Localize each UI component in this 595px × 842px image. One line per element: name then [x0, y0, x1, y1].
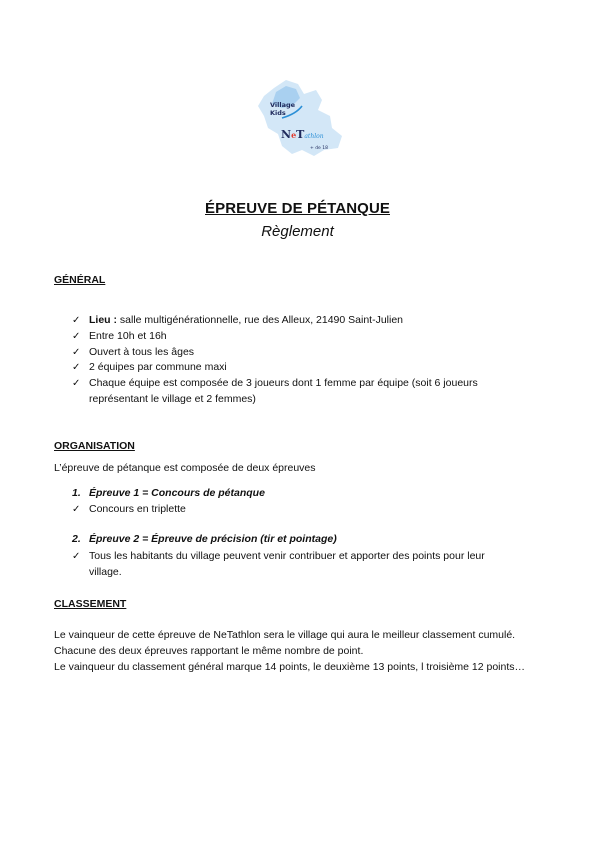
classement-heading: CLASSEMENT — [54, 598, 127, 610]
event-2-list — [72, 549, 512, 581]
general-item-hours — [72, 329, 512, 345]
event-2-heading — [72, 533, 337, 545]
classement-line-2: Chacune des deux épreuves rapportant le même nombre de point. — [54, 644, 364, 657]
event-1-title: Épreuve 1 = Concours de pétanque — [89, 487, 265, 499]
organisation-intro: L’épreuve de pétanque est composée de deux épreuves — [54, 462, 316, 474]
event-2-item — [72, 549, 512, 581]
logo-kids-text: Kids — [270, 109, 286, 117]
item-text: Tous les habitants du village peuvent venir contribuer et apporter des points pour leur village. — [89, 550, 485, 578]
classement-text — [54, 628, 544, 675]
organisation-heading: ORGANISATION — [54, 440, 135, 452]
item-text: Concours en triplette — [89, 503, 186, 515]
event-1-number: 1. — [72, 487, 81, 499]
check-icon: ✓ — [72, 504, 81, 515]
logo-graphic — [252, 76, 348, 160]
page-title: ÉPREUVE DE PÉTANQUE — [205, 200, 390, 217]
general-item-lieu — [72, 313, 512, 329]
logo-village-text: Village — [270, 101, 296, 109]
general-item-ages — [72, 345, 512, 361]
item-text: Chaque équipe est composée de 3 joueurs dont 1 femme par équipe (soit 6 joueurs représentant le village et 2 femmes) — [89, 377, 478, 405]
general-item-teams — [72, 360, 512, 376]
general-item-composition — [72, 376, 512, 408]
netathlon-logo — [252, 76, 348, 160]
event-1-item — [72, 502, 512, 518]
classement-line-1: Le vainqueur de cette épreuve de NeTathlon sera le village qui aura le meilleur classement cumulé. — [54, 629, 516, 641]
check-icon: ✓ — [72, 362, 81, 374]
item-text: 2 équipes par commune maxi — [89, 361, 227, 374]
event-1-heading — [72, 487, 265, 499]
classement-line-3: Le vainqueur du classement général marque 14 points, le deuxième 13 points, l troisième 12 points… — [54, 660, 526, 673]
item-text: Entre 10h et 16h — [89, 329, 167, 342]
event-2-number: 2. — [72, 533, 81, 545]
general-heading: GÉNÉRAL — [54, 274, 106, 286]
event-2-title: Épreuve 2 = Épreuve de précision (tir et pointage) — [89, 533, 337, 545]
check-icon: ✓ — [72, 551, 81, 562]
check-icon: ✓ — [72, 315, 81, 326]
item-text: Ouvert à tous les âges — [89, 345, 195, 358]
check-icon: ✓ — [72, 346, 81, 358]
page-subtitle: Règlement — [261, 223, 334, 240]
general-list — [72, 313, 512, 408]
item-text: salle multigénérationnelle, rue des Alleux, 21490 Saint-Julien — [117, 314, 404, 326]
check-icon: ✓ — [72, 378, 81, 390]
logo-tagline: + de 18 — [310, 146, 328, 151]
check-icon: ✓ — [72, 330, 81, 342]
item-bold-label: Lieu : — [89, 314, 117, 326]
logo-brand-text: NeTathlon — [281, 128, 324, 141]
event-1-list — [72, 502, 512, 518]
logo-map-shape — [258, 80, 342, 156]
